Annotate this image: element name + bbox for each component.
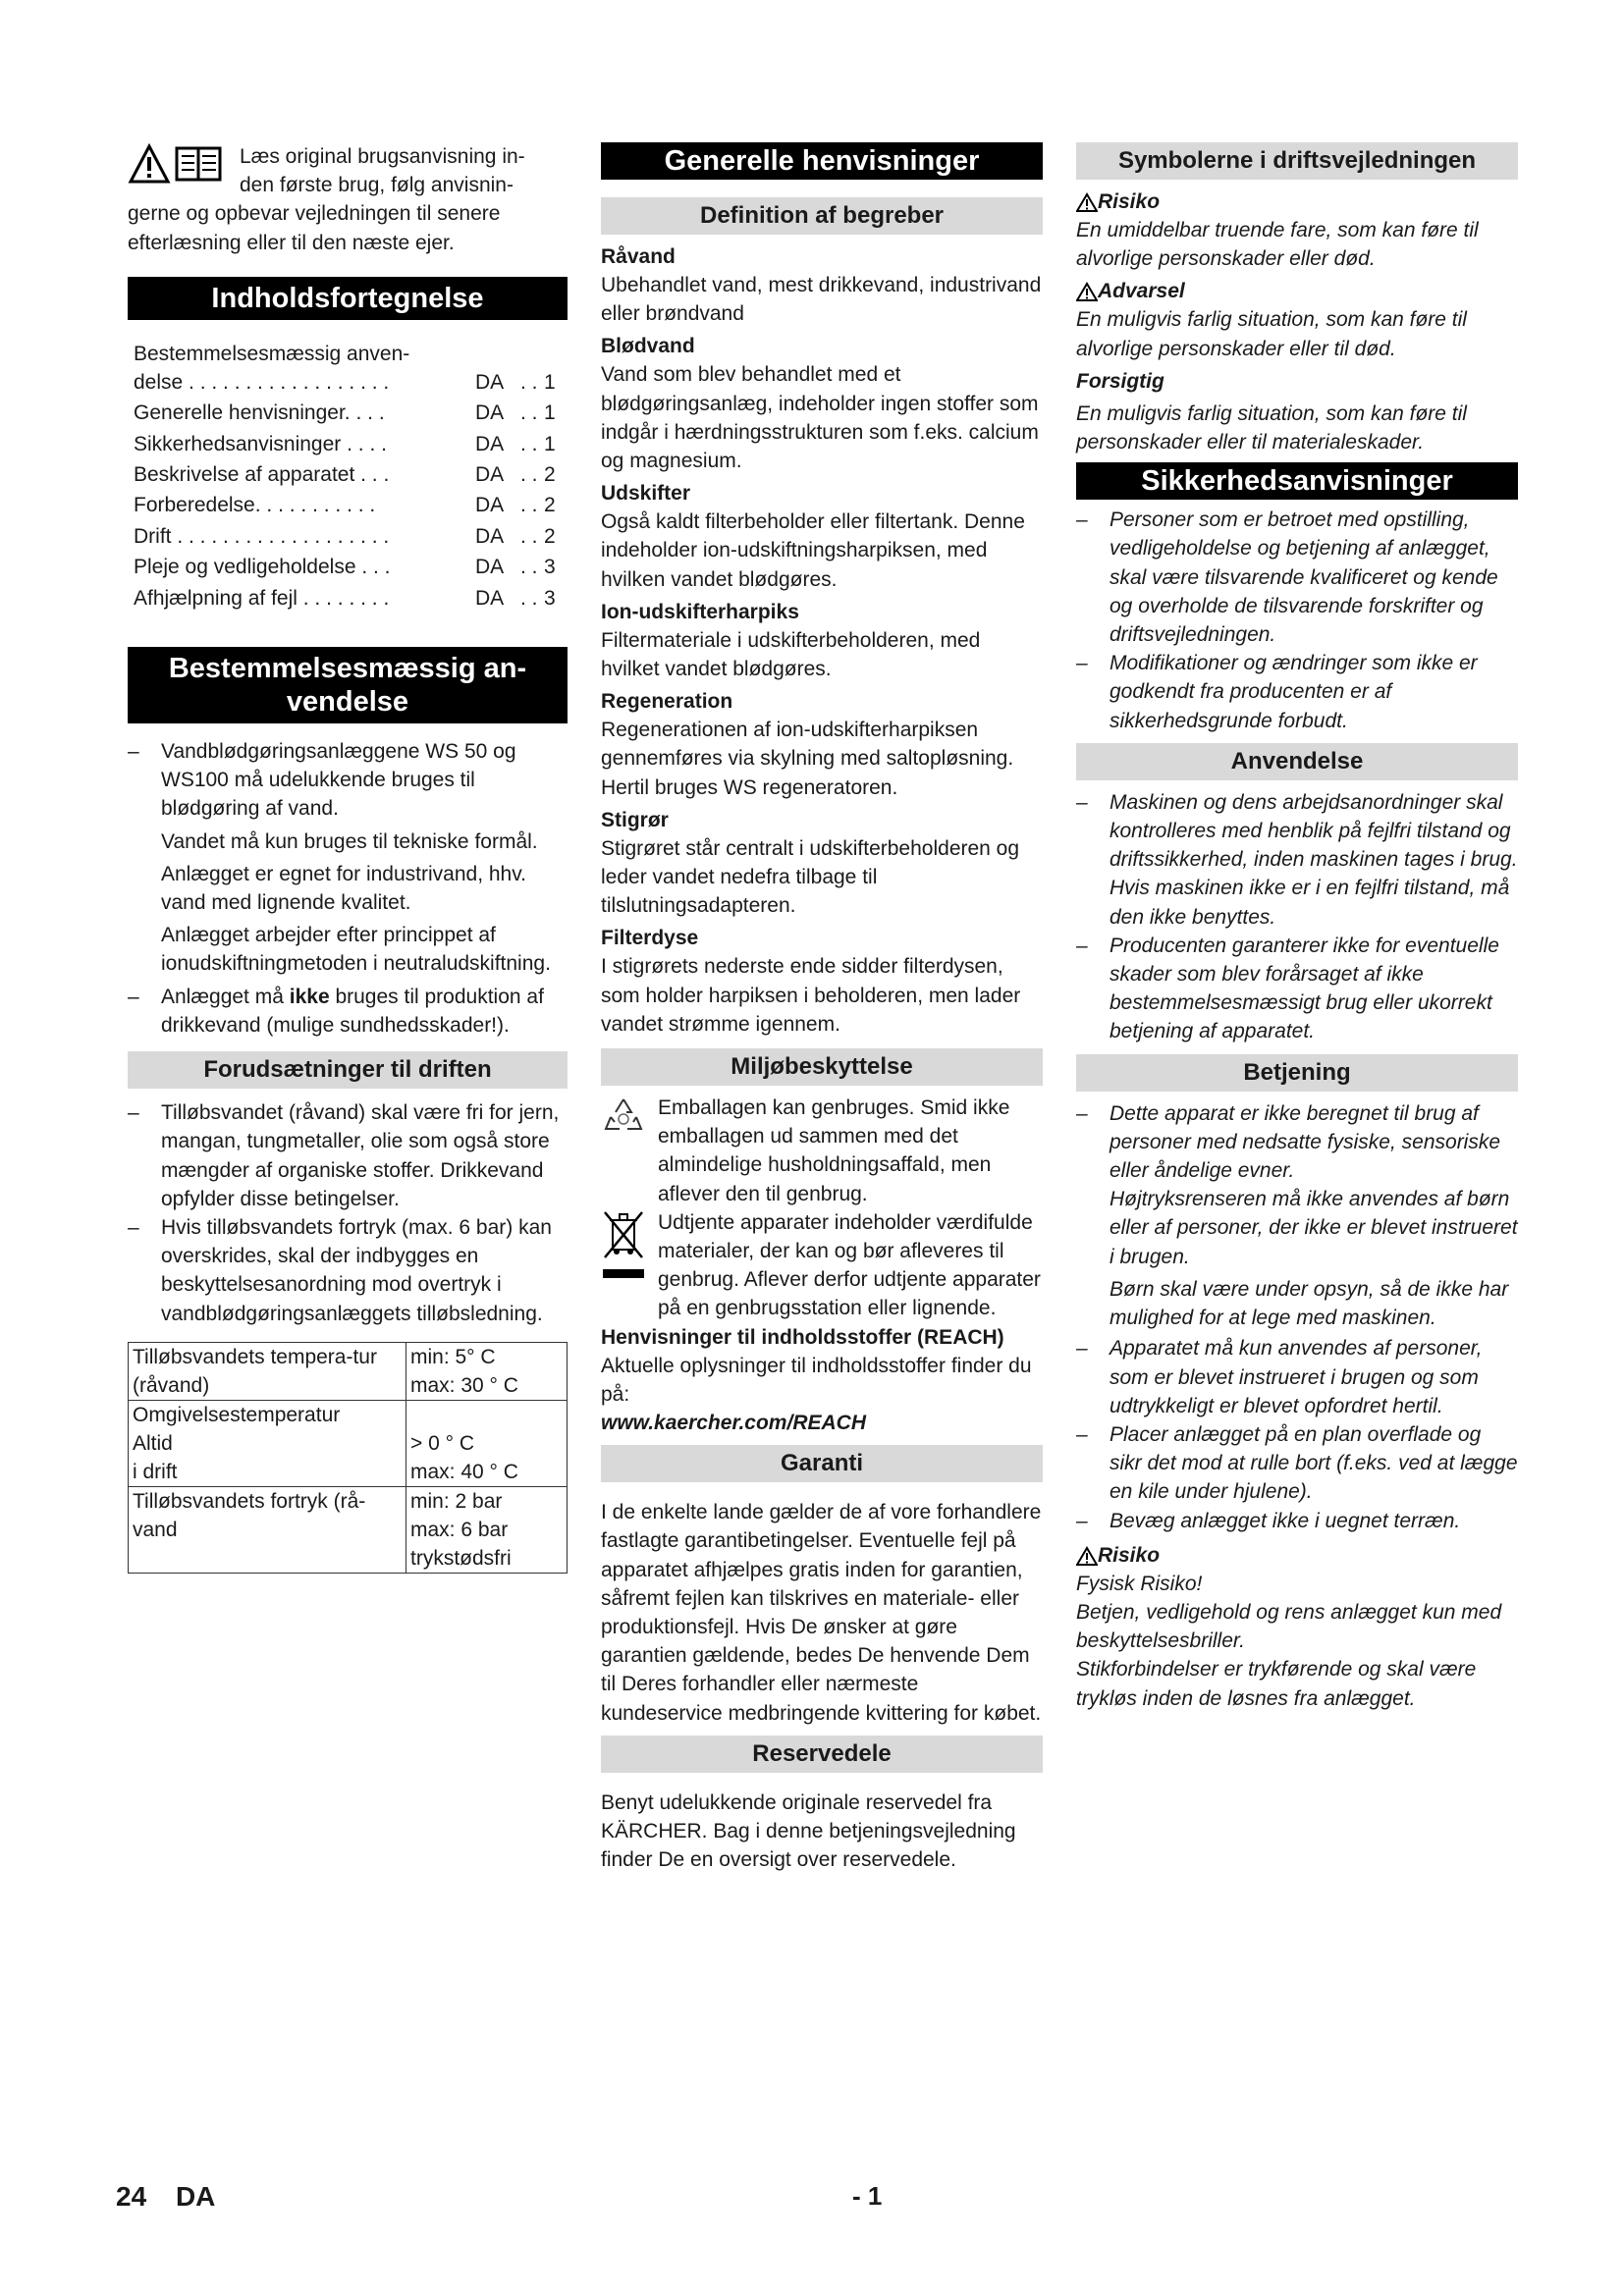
term-label: Filterdyse <box>601 927 699 950</box>
prereq-section <box>128 1098 568 1328</box>
warning-text: En muligvis farlig situation, som kan føre til alvorlige personskader eller til død. <box>1076 308 1467 360</box>
env-heading: Miljøbeskyttelse <box>601 1048 1043 1086</box>
column-left <box>128 142 568 1574</box>
toc-item[interactable]: Beskrivelse af apparatet . . . DA . . 2 <box>134 463 556 487</box>
use-section <box>128 737 568 1040</box>
term-label: Regeneration <box>601 690 733 714</box>
warning-triangle-icon <box>1076 1546 1098 1566</box>
usage-bullet: – Maskinen og dens arbejdsanordninger skal kontrolleres med henblik på fejlfri tilstand og driftssikkerhed, inden maskinen tages i brug. Hvis maskinen ikke er i en fejlfri tilstand, må den ikke benyttes. <box>1076 790 1518 929</box>
warning-manual-icon <box>128 142 226 186</box>
page-number: 24 <box>116 2181 147 2212</box>
footer-page <box>116 2181 215 2213</box>
use-para-1: Vandet må kun bruges til tekniske formål. <box>161 829 538 853</box>
safety-bullet: – Modifikationer og ændringer som ikke er godkendt fra producenten er af sikkerhedsgrunde forbudt. <box>1076 652 1478 732</box>
caution-text: En muligvis farlig situation, som kan føre til personskader eller til materialeskader. <box>1076 401 1467 454</box>
symbols-section <box>1076 187 1518 456</box>
general-heading: Generelle henvisninger <box>601 142 1043 180</box>
term-label: Stigrør <box>601 808 669 831</box>
intro-icons <box>128 142 226 186</box>
use-heading: Bestemmelsesmæssig an-vendelse <box>128 647 568 723</box>
intro-block <box>128 142 568 257</box>
risk-line: Betjen, vedligehold og rens anlægget kun med beskyttelsesbriller. <box>1076 1600 1502 1653</box>
operation-bullet: – Apparatet må kun anvendes af personer, som er blevet instrueret i brugen og som udtrykkeligt er blevet opfordret hertil. <box>1076 1337 1483 1417</box>
toc-item[interactable]: Pleje og vedligeholdelse . . . DA . . 3 <box>134 556 556 579</box>
page-ref: - 1 <box>852 2181 883 2211</box>
risk-line: Stikforbindelser er trykførende og skal være trykløs inden de løsnes fra anlægget. <box>1076 1658 1477 1710</box>
toc-item[interactable]: Sikkerhedsanvisninger . . . . DA . . 1 <box>134 432 556 455</box>
definitions-list <box>601 242 1043 1039</box>
table-row: Tilløbsvandets tempera-tur (råvand) min: 5° C max: 30 ° C <box>129 1342 568 1400</box>
reach-link[interactable]: www.kaercher.com/REACH <box>601 1412 866 1435</box>
operation-bullet: – Placer anlægget på en plan overflade og sikr det mod at rulle bort (f.eks. ved at lægge en kile under hjulene). <box>1076 1422 1518 1504</box>
term-text: Regenerationen af ion-udskifterharpiksen gennemføres via skylning med saltopløsning. Hertil bruges WS regeneratoren. <box>601 719 1014 799</box>
env-section <box>601 1094 1043 1437</box>
language-code: DA <box>175 2181 216 2212</box>
toc-list <box>128 342 568 614</box>
operation-bullet: – Dette apparat er ikke beregnet til brug af personer med nedsatte fysiske, sensoriske eller åndelige evner. <box>1076 1101 1501 1183</box>
parts-heading: Reservedele <box>601 1735 1043 1773</box>
use-para-3: Anlægget arbejder efter princippet af ionudskiftningmetoden i neutraludskiftning. <box>161 924 551 976</box>
intro-rest: gerne og opbevar vejledningen til senere efterlæsning eller til den næste ejer. <box>128 202 501 254</box>
use-para-2: Anlægget er egnet for industrivand, hhv. vand med lignende kvalitet. <box>161 862 527 915</box>
term-text: I stigrørets nederste ende sidder filterdysen, som holder harpiksen i beholderen, men lader vandet strømme igennem. <box>601 955 1021 1036</box>
safety-bullet: – Personer som er betroet med opstilling, vedligeholdelse og betjening af anlægget, skal være tilsvarende kvalificeret og kende og overholde de tilsvarende forskrifter og driftsvejledningen. <box>1076 508 1498 647</box>
toc-item[interactable]: Generelle henvisninger. . . . DA . . 1 <box>134 401 556 425</box>
term-text: Stigrøret står centralt i udskifterbeholderen og leder vandet nedefra tilbage til tilslutningsadapteren. <box>601 836 1020 918</box>
reach-heading: Henvisninger til indholdsstoffer (REACH) <box>601 1325 1004 1349</box>
safety-heading: Sikkerhedsanvisninger <box>1076 462 1518 500</box>
danger-label: Risiko <box>1076 187 1518 216</box>
toc-first-line: Bestemmelsesmæssig anven- <box>134 342 410 365</box>
term-text: Filtermateriale i udskifterbeholderen, med hvilket vandet blødgøres. <box>601 628 981 681</box>
warning-triangle-icon <box>1076 192 1098 212</box>
prereq-heading: Forudsætninger til driften <box>128 1051 568 1089</box>
prereq-bullet-1: – Tilløbsvandet (råvand) skal være fri for jern, mangan, tungmetaller, olie som også store mængder af organiske stoffer. Drikkevand opfylder disse betingelser. <box>128 1101 560 1210</box>
weee-text: Udtjente apparater indeholder værdifulde materialer, der kan og bør afleveres til genbrug. Aflever derfor udtjente apparater på en genbrugsstation eller lignende. <box>658 1210 1041 1320</box>
toc-item[interactable]: delse . . . . . . . . . . . . . . . . . . DA . . 1 <box>134 370 556 394</box>
intro-line-1: Læs original brugsanvisning in- <box>240 145 525 168</box>
definitions-heading: Definition af begreber <box>601 197 1043 235</box>
warranty-text: I de enkelte lande gælder de af vore forhandlere fastlagte garantibetingelser. Eventuelle fejl på apparatet afhjælpes gratis inden for garantien, såfremt fejlen kan tilskrives en materiale- eller produktionsfejl. Hvis De ønsker at gøre garantien gældende, bedes De henvende Dem til Deres forhandler eller nærmeste kundeservice medbringende kvittering for købet. <box>601 1501 1042 1725</box>
reach-text: Aktuelle oplysninger til indholdsstoffer finder du på: <box>601 1354 1032 1406</box>
usage-bullet: – Producenten garanterer ikke for eventuelle skader som blev forårsaget af ikke bestemmelsesmæssigt brug eller ukorrekt betjening af apparatet. <box>1076 934 1499 1043</box>
term-label: Blødvand <box>601 335 695 358</box>
column-right <box>1076 142 1518 1713</box>
warning-label: Advarsel <box>1076 277 1518 305</box>
table-row: Tilløbsvandets fortryk (rå-vand min: 2 bar max: 6 bar trykstødsfri <box>129 1486 568 1573</box>
column-middle <box>601 142 1043 1874</box>
operation-heading: Betjening <box>1076 1054 1518 1092</box>
parts-text: Benyt udelukkende originale reservedel fra KÄRCHER. Bag i denne betjeningsvejledning finder De en oversigt over reservedele. <box>601 1790 1016 1872</box>
operation-bullet: – Bevæg anlægget ikke i uegnet terræn. <box>1076 1509 1461 1532</box>
symbols-heading: Symbolerne i driftsvejledningen <box>1076 142 1518 180</box>
recycle-row <box>601 1094 1043 1208</box>
intro-line-2: den første brug, følg anvisnin- <box>240 174 514 197</box>
term-label: Udskifter <box>601 482 691 506</box>
term-text: Ubehandlet vand, mest drikkevand, industrivand eller brøndvand <box>601 274 1042 326</box>
prereq-bullet-2: – Hvis tilløbsvandets fortryk (max. 6 bar) kan overskrides, skal der indbygges en beskyttelsesanordning mod overtryk i vandblødgøringsanlæggets tilløbsledning. <box>128 1215 552 1325</box>
danger-text: En umiddelbar truende fare, som kan føre til alvorlige personskader eller død. <box>1076 219 1479 271</box>
risk-label: Risiko <box>1076 1541 1518 1570</box>
safety-section <box>1076 506 1518 735</box>
term-label: Råvand <box>601 245 676 268</box>
term-label: Ion-udskifterharpiks <box>601 600 799 623</box>
toc-item[interactable]: Drift . . . . . . . . . . . . . . . . . . . DA . . 2 <box>134 524 556 548</box>
toc-item[interactable]: Forberedelse. . . . . . . . . . . DA . . 2 <box>134 494 556 517</box>
usage-section <box>1076 788 1518 1046</box>
toc-item[interactable]: Afhjælpning af fejl . . . . . . . . DA . . 3 <box>134 586 556 610</box>
crossed-bin-icon <box>601 1208 646 1289</box>
warranty-heading: Garanti <box>601 1445 1043 1482</box>
spec-table <box>128 1342 568 1574</box>
recycle-text: Emballagen kan genbruges. Smid ikke emballagen ud sammen med det almindelige husholdningsaffald, men aflever den til genbrug. <box>658 1096 1010 1205</box>
term-text: Vand som blev behandlet med et blødgøringsanlæg, indeholder ingen stoffer som indgår i hærdningsstrukturen som f.eks. calcium og magnesium. <box>601 363 1039 473</box>
use-bullet-1: – Vandblødgøringsanlæggene WS 50 og WS100 må udelukkende bruges til blødgøring af vand. <box>128 740 516 821</box>
operation-para: Børn skal være under opsyn, så de ikke har mulighed for at lege med maskinen. <box>1110 1277 1509 1330</box>
usage-heading: Anvendelse <box>1076 743 1518 780</box>
caution-label: Forsigtig <box>1076 369 1164 393</box>
table-row: Omgivelsestemperatur Altid i drift > 0 ° C max: 40 ° C <box>129 1400 568 1486</box>
risk-line: Fysisk Risiko! <box>1076 1572 1203 1595</box>
use-bullet-2: – Anlægget må ikke bruges til produktion af drikkevand (mulige sundhedsskader!). <box>128 985 544 1037</box>
toc-heading: Indholdsfortegnelse <box>128 277 568 320</box>
warning-triangle-icon <box>1076 282 1098 301</box>
recycle-icon <box>601 1094 646 1139</box>
operation-para: Højtryksrenseren må ikke anvendes af børn eller af personer, der ikke er blevet instrueret i brugen. <box>1110 1188 1518 1268</box>
weee-row <box>601 1208 1043 1323</box>
operation-section <box>1076 1099 1518 1713</box>
term-text: Også kaldt filterbeholder eller filtertank. Denne indeholder ion-udskiftningsharpiksen, med hvilken vandet blødgøres. <box>601 510 1025 591</box>
